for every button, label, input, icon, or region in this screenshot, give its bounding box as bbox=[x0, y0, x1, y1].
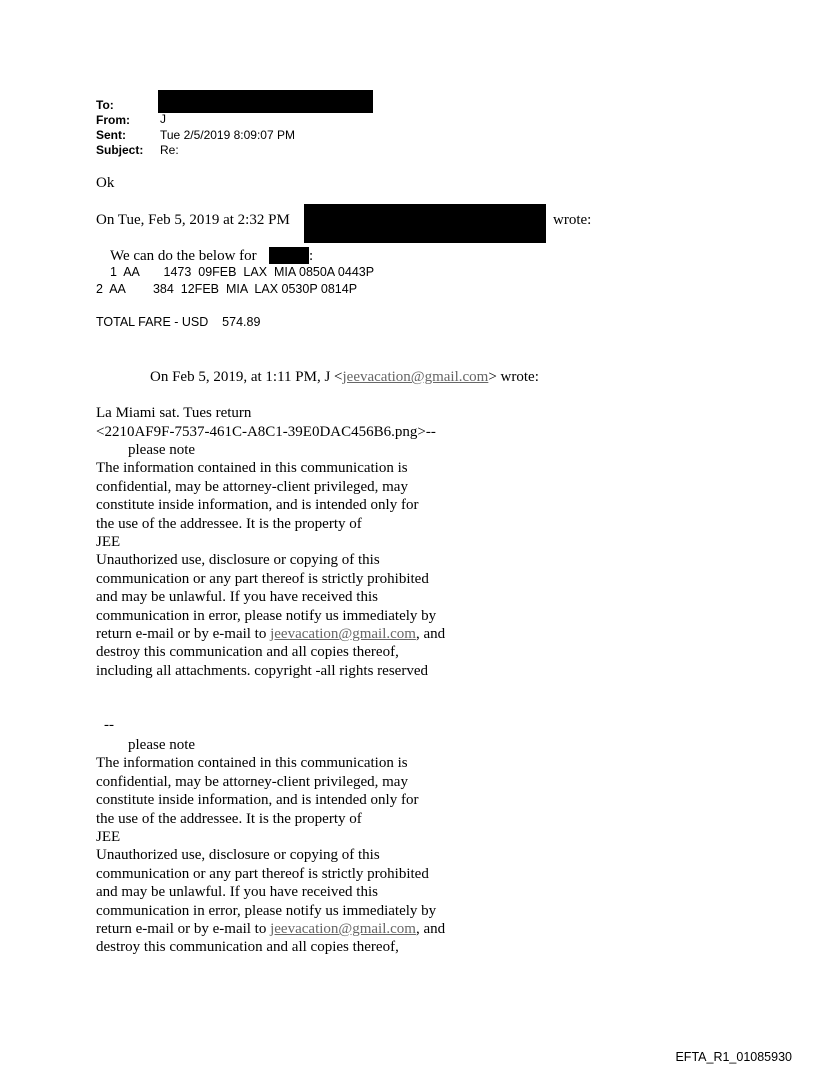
return-prefix: return e-mail or by e-mail to bbox=[96, 921, 271, 938]
offer-suffix: : bbox=[309, 248, 314, 264]
disclaimer-email-link[interactable]: jeevacation@gmail.com bbox=[270, 626, 416, 643]
disclaimer-line: confidential, may be attorney-client privileged, may bbox=[96, 773, 408, 790]
disclaimer-line: Unauthorized use, disclosure or copying of this bbox=[96, 847, 380, 864]
disclaimer-1 bbox=[96, 441, 445, 680]
disclaimer-return-line bbox=[96, 625, 445, 643]
disclaimer-line: constitute inside information, and is intended only for bbox=[96, 792, 419, 809]
from-value: J bbox=[160, 112, 166, 126]
disclaimer-line: constitute inside information, and is intended only for bbox=[96, 497, 419, 514]
document-id: EFTA_R1_01085930 bbox=[675, 1050, 792, 1064]
please-note: please note bbox=[128, 442, 196, 458]
disclaimer-line: including all attachments. copyright -all rights reserved bbox=[96, 662, 428, 679]
flight-line-2: 2 AA 384 12FEB MIA LAX 0530P 0814P bbox=[96, 282, 358, 296]
message-line-1: La Miami sat. Tues return bbox=[96, 405, 252, 421]
disclaimer-email-link[interactable]: jeevacation@gmail.com bbox=[270, 921, 416, 938]
subject-label: Subject: bbox=[96, 143, 144, 157]
to-label: To: bbox=[96, 98, 114, 112]
quote1-suffix: wrote: bbox=[553, 212, 592, 228]
disclaimer-line: and may be unlawful. If you have received this bbox=[96, 589, 378, 606]
disclaimer-line: the use of the addressee. It is the property of bbox=[96, 810, 362, 827]
disclaimer-line: communication or any part thereof is strictly prohibited bbox=[96, 865, 429, 882]
offer-prefix: We can do the below for bbox=[110, 248, 257, 264]
total-fare: TOTAL FARE - USD 574.89 bbox=[96, 315, 261, 329]
sent-value: Tue 2/5/2019 8:09:07 PM bbox=[160, 128, 295, 142]
disclaimer-line: the use of the addressee. It is the property of bbox=[96, 515, 362, 532]
from-label: From: bbox=[96, 113, 130, 127]
disclaimer-line: JEE bbox=[96, 829, 121, 846]
disclaimer-line: confidential, may be attorney-client privileged, may bbox=[96, 478, 408, 495]
disclaimer-line: destroy this communication and all copies thereof, bbox=[96, 644, 399, 661]
flight-line-1: 1 AA 1473 09FEB LAX MIA 0850A 0443P bbox=[110, 265, 375, 279]
disclaimer-line: The information contained in this communication is bbox=[96, 460, 408, 477]
disclaimer-line: The information contained in this communication is bbox=[96, 755, 408, 772]
disclaimer-line: communication in error, please notify us immediately by bbox=[96, 607, 437, 624]
return-suffix: , and bbox=[415, 626, 446, 643]
disclaimer-line: Unauthorized use, disclosure or copying of this bbox=[96, 552, 380, 569]
redaction-sender bbox=[304, 204, 546, 243]
return-suffix: , and bbox=[415, 921, 446, 938]
disclaimer-line: communication in error, please notify us immediately by bbox=[96, 902, 437, 919]
reply-text: Ok bbox=[96, 175, 115, 191]
quote2-suffix: > wrote: bbox=[488, 369, 539, 385]
disclaimer-line: and may be unlawful. If you have received this bbox=[96, 884, 378, 901]
quote2-prefix: On Feb 5, 2019, at 1:11 PM, J < bbox=[150, 369, 343, 385]
message-line-2: <2210AF9F-7537-461C-A8C1-39E0DAC456B6.png>-- bbox=[96, 424, 436, 440]
disclaimer-line: destroy this communication and all copies thereof, bbox=[96, 939, 399, 956]
redaction-to bbox=[158, 90, 373, 113]
sent-label: Sent: bbox=[96, 128, 126, 142]
subject-value: Re: bbox=[160, 143, 179, 157]
please-note: please note bbox=[128, 737, 196, 753]
disclaimer-2 bbox=[96, 736, 445, 957]
disclaimer-line: JEE bbox=[96, 534, 121, 551]
redaction-name bbox=[269, 247, 309, 264]
disclaimer-return-line bbox=[96, 920, 445, 938]
disclaimer-line: communication or any part thereof is strictly prohibited bbox=[96, 570, 429, 587]
separator: -- bbox=[104, 717, 114, 733]
quote1-prefix: On Tue, Feb 5, 2019 at 2:32 PM bbox=[96, 212, 290, 228]
quote2-attribution bbox=[150, 368, 539, 386]
quote2-email-link[interactable]: jeevacation@gmail.com bbox=[342, 369, 489, 385]
return-prefix: return e-mail or by e-mail to bbox=[96, 626, 271, 643]
